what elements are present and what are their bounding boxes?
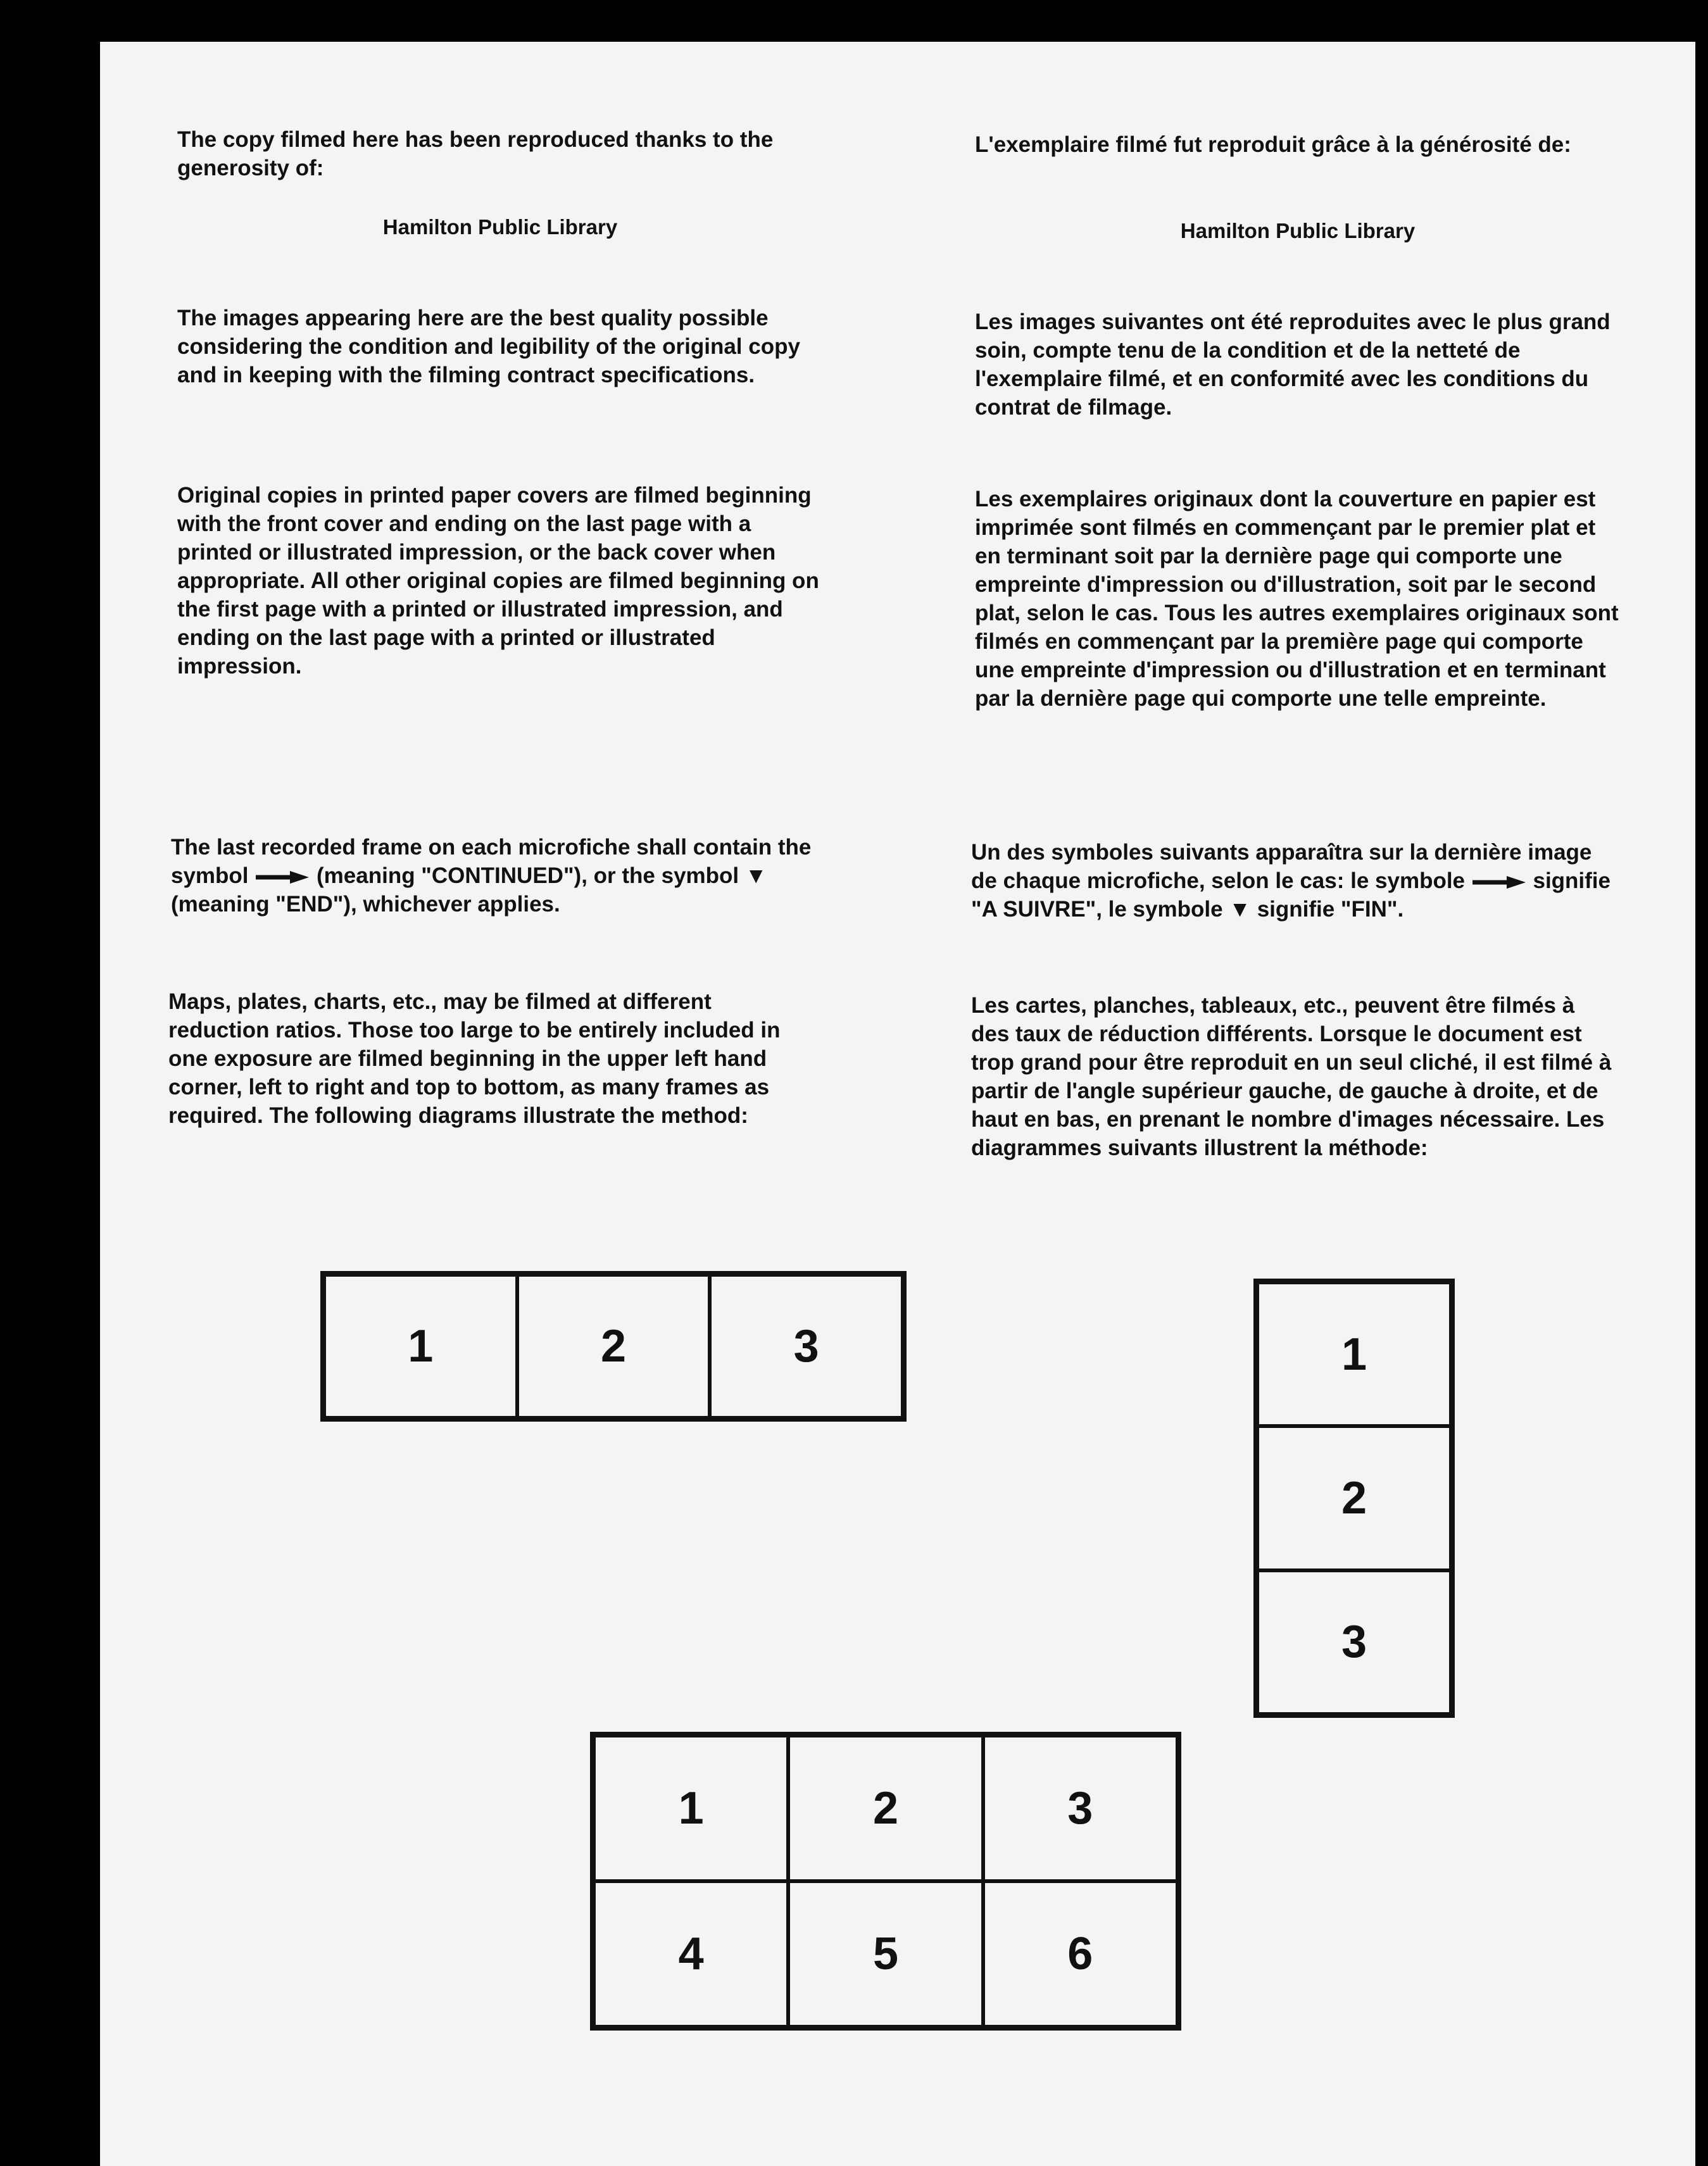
continued-arrow-icon-fr xyxy=(1471,868,1527,893)
diagram-cell: 3 xyxy=(983,1736,1177,1881)
vertical-diagram xyxy=(1253,1279,1455,1718)
symbols-text-a-fr: Un des symboles suivants apparaîtra sur la dernière image de chaque microfiche, selon le cas: le symbole xyxy=(971,840,1592,893)
thanks-paragraph: The copy filmed here has been reproduced thanks to the generosity of: xyxy=(177,127,774,180)
grid-diagram xyxy=(590,1732,1181,2031)
diagram-cell: 6 xyxy=(983,1881,1177,2027)
end-triangle-icon-fr: ▼ xyxy=(1229,897,1251,922)
diagram-cell: 5 xyxy=(788,1881,983,2027)
quality-paragraph-fr: Les images suivantes ont été reproduites avec le plus grand soin, compte tenu de la condition et de la netteté de l'exemplaire filmé, et en conformité avec les conditions du contrat de filmage. xyxy=(975,310,1611,420)
original-copies-paragraph: Original copies in printed paper covers are filmed beginning with the front cover and ending on the last page with a printed or illustrated impression, or the back cover when appropriate. All other original copies are filmed beginning on the first page with a printed or illustrated impression, and ending on the last page with a printed or illustrated impression. xyxy=(177,483,819,679)
continued-arrow-icon xyxy=(254,863,310,888)
diagram-cell: 3 xyxy=(1257,1570,1451,1714)
diagram-cell: 2 xyxy=(517,1275,710,1418)
diagram-cell: 2 xyxy=(788,1736,983,1881)
end-triangle-icon: ▼ xyxy=(744,863,767,888)
diagram-cell: 3 xyxy=(710,1275,903,1418)
diagram-cell: 1 xyxy=(1257,1282,1451,1426)
symbols-text-b-fr: signifie "A SUIVRE", le symbole xyxy=(971,868,1611,922)
maps-paragraph: Maps, plates, charts, etc., may be filmed at different reduction ratios. Those too large to be entirely included in one exposure are filmed beginning in the upper left hand corner, left to right and top to bottom, as many frames as required. The following diagrams illustrate the method: xyxy=(168,989,781,1128)
diagram-cell: 1 xyxy=(324,1275,517,1418)
library-name-fr: Hamilton Public Library xyxy=(1180,219,1416,242)
horizontal-diagram xyxy=(320,1271,907,1422)
thanks-paragraph-fr: L'exemplaire filmé fut reproduit grâce à la générosité de: xyxy=(975,132,1571,157)
diagram-cell: 4 xyxy=(594,1881,788,2027)
document-page xyxy=(100,42,1695,2166)
maps-paragraph-fr: Les cartes, planches, tableaux, etc., peuvent être filmés à des taux de réduction différents. Lorsque le document est trop grand pour être reproduit en un seul cliché, il est filmé à partir de l'angle supérieur gauche, de gauche à droite, et de haut en bas, en prenant le nombre d'images nécessaire. Les diagrammes suivants illustrent la méthode: xyxy=(971,993,1612,1160)
library-name: Hamilton Public Library xyxy=(382,215,618,239)
symbols-text-b: (meaning "CONTINUED"), or the symbol xyxy=(317,863,739,888)
original-copies-paragraph-fr: Les exemplaires originaux dont la couverture en papier est imprimée sont filmés en commençant par le premier plat et en terminant soit par la dernière page qui comporte une empreinte d'impression ou d'illustration, soit par le second plat, selon le cas. Tous les autres exemplaires originaux sont filmés en commençant par la première page qui comporte une empreinte d'impression ou d'illustration et en terminant par la dernière page qui comporte une telle empreinte. xyxy=(975,487,1619,711)
symbols-text-a: The last recorded frame on each microfiche shall contain the symbol xyxy=(171,835,812,888)
diagram-cell: 1 xyxy=(594,1736,788,1881)
symbols-paragraph-fr xyxy=(971,838,1617,923)
symbols-text-c: (meaning "END"), whichever applies. xyxy=(171,892,560,917)
symbols-text-c-fr: signifie "FIN". xyxy=(1257,897,1404,922)
symbols-paragraph xyxy=(171,833,817,918)
diagram-cell: 2 xyxy=(1257,1426,1451,1570)
quality-paragraph: The images appearing here are the best quality possible considering the condition and legibility of the original copy and in keeping with the filming contract specifications. xyxy=(177,306,800,387)
